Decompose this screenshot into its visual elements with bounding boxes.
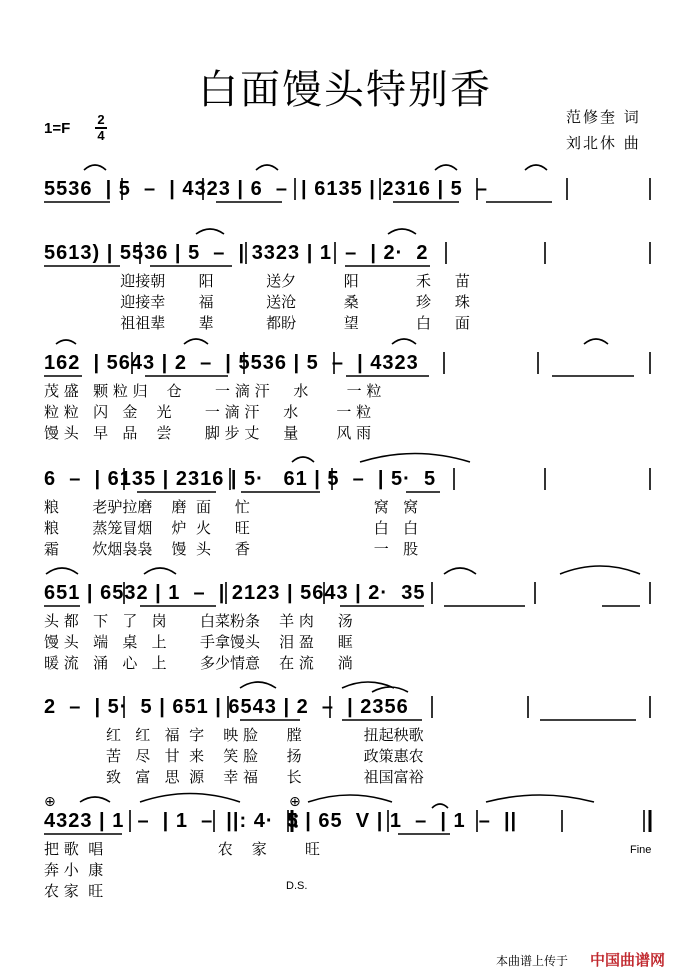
lyric-row-2-verse-2: 迎接幸 福 送沧 桑 珍 珠 [44, 293, 470, 311]
lyric-row-7-verse-2: 奔 小 康 [44, 861, 104, 879]
lyric-row-2-verse-3: 祖祖辈 辈 都盼 望 白 面 [44, 314, 470, 332]
lyric-row-3-verse-3: 馒 头 早 品 尝 脚 步 丈 量 风 雨 [44, 424, 372, 442]
lyric-row-6-verse-1: 红 红 福 字 映 脸 膛 扭起秧歌 [44, 726, 424, 744]
lyric-row-5-verse-2: 馒 头 端 桌 上 手拿馒头 泪 盈 眶 [44, 633, 353, 651]
notation-row-2: 5613) | 5536 | 5 – | 3323 | 1 – | 2· 2 [44, 242, 429, 264]
key-signature: 1=F [44, 120, 71, 137]
lyric-row-2-verse-1: 迎接朝 阳 送夕 阳 禾 苗 [44, 272, 470, 290]
lyric-row-5-verse-3: 暖 流 涌 心 上 多少情意 在 流 淌 [44, 654, 353, 672]
segno-mark-left: ⊕ [44, 794, 56, 810]
lyric-row-4-verse-3: 霜 炊烟袅袅 馒 头 香 一 股 [44, 540, 419, 558]
segno-mark-repeat: ⊕ [289, 794, 301, 810]
notation-row-3: 162 | 5643 | 2 – | 5536 | 5 – | 4323 [44, 352, 419, 374]
notation-row-1: 5536 | 5 – | 4323 | 6 – | 6135 | 2316 | 5 – [44, 178, 488, 200]
lyric-row-3-verse-1: 茂 盛 颗 粒 归 仓 一 滴 汗 水 一 粒 [44, 382, 382, 400]
lyric-row-5-verse-1: 头 都 下 了 岗 白菜粉条 羊 肉 汤 [44, 612, 353, 630]
fine-mark: Fine [630, 844, 652, 856]
composer-credit: 刘北休 曲 [566, 134, 641, 152]
lyric-row-7-verse-1: 把 歌 唱 农 家 旺 [44, 840, 320, 858]
notation-row-5: 651 | 6532 | 1 – | 2123 | 5643 | 2· 35 [44, 582, 426, 604]
notation-row-7: 4323 | 1 – | 1 – ||: 4· 5 | 65 V | 1 – | 1 – || [44, 810, 518, 832]
lyric-row-6-verse-3: 致 富 思 源 幸 福 长 祖国富裕 [44, 768, 424, 786]
page-title: 白面馒头特别香 [198, 67, 492, 113]
ds-mark: D.S. [286, 880, 308, 892]
time-signature-top: 2 [97, 112, 105, 127]
notation-row-6: 2 – | 5· 5 | 651 | 6543 | 2 – | 2356 [44, 696, 409, 718]
time-signature-bottom: 4 [97, 128, 105, 143]
lyric-row-4-verse-2: 粮 蒸笼冒烟 炉 火 旺 白 白 [44, 519, 419, 537]
notation-row-4: 6 – | 6135 | 2316 | 5· 61 | 5 – | 5· 5 [44, 468, 437, 490]
lyric-row-6-verse-2: 苦 尽 甘 来 笑 脸 扬 政策惠农 [44, 747, 424, 765]
lyricist-credit: 范修奎 词 [566, 108, 641, 126]
lyric-row-3-verse-2: 粒 粒 闪 金 光 一 滴 汗 水 一 粒 [44, 403, 372, 421]
footer-uploaded-text: 本曲谱上传于 [496, 954, 569, 968]
site-logo: 中国曲谱网 [590, 951, 666, 969]
lyric-row-4-verse-1: 粮 老驴拉磨 磨 面 忙 窝 窝 [44, 498, 419, 516]
lyric-row-7-verse-3: 农 家 旺 [44, 882, 104, 900]
